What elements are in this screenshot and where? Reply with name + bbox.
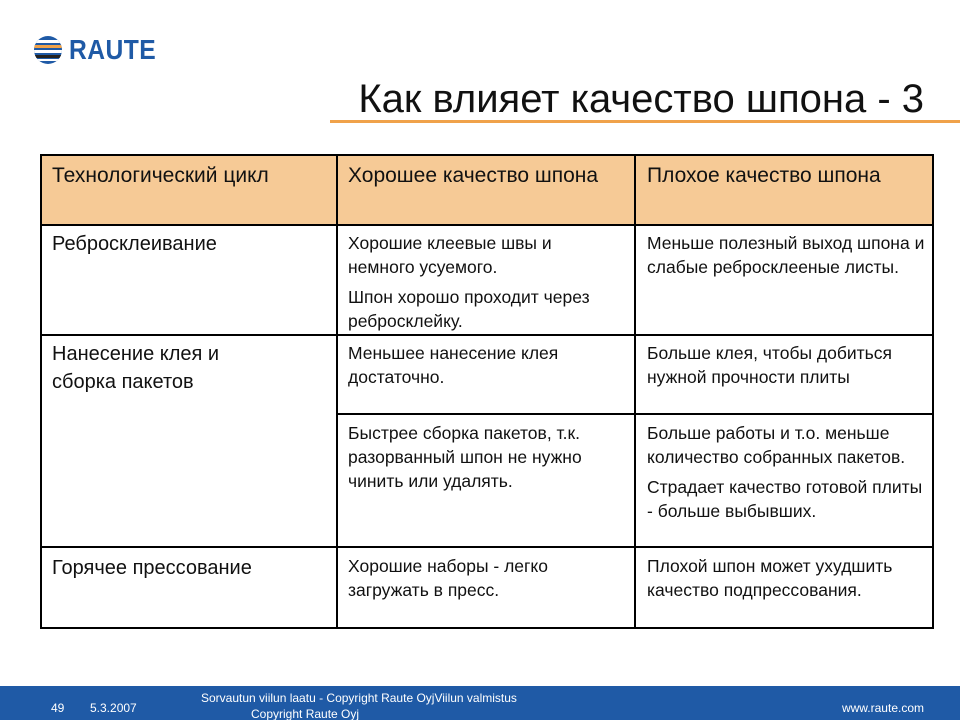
row-1-bad [647, 231, 927, 279]
row-2-stage: Нанесение клея и сборка пакетов [52, 343, 220, 393]
row-1-good-p2: Шпон хорошо проходит через ребросклейку. [348, 287, 590, 331]
row-divider-header [40, 224, 934, 226]
row-4-bad-p1: Плохой шпон может ухудшить качество подпрессования. [647, 556, 893, 600]
header-bad-quality: Плохое качество шпона [647, 164, 881, 187]
row-3-good-p1: Быстрее сборка пакетов, т.к. разорванный шпон не нужно чинить или удалять. [348, 423, 582, 491]
table-border-top [40, 154, 934, 156]
row-3-bad-p2: Страдает качество готовой плиты - больше выбывших. [647, 477, 923, 521]
footer-caption-line-1: Sorvautun viilun laatu - Copyright Raute OyjViilun valmistus [201, 691, 517, 705]
row-divider-1 [40, 334, 934, 336]
row-4-stage: Горячее прессование [52, 557, 252, 579]
footer-date: 5.3.2007 [90, 701, 137, 715]
table-border-bottom [40, 627, 934, 629]
row-4-good [348, 554, 598, 602]
row-1-bad-p1: Меньше полезный выход шпона и слабые ребросклееные листы. [647, 233, 925, 277]
row-1-stage: Ребросклеивание [52, 233, 217, 255]
row-2-bad-p1: Больше клея, чтобы добиться нужной прочности плиты [647, 343, 893, 387]
row-3-bad-p1: Больше работы и т.о. меньше количество собранных пакетов. [647, 423, 906, 467]
row-3-bad [647, 421, 927, 523]
header-good-quality: Хорошее качество шпона [348, 164, 599, 187]
row-divider-2-partial [336, 413, 934, 415]
slide-title: Как влияет качество шпона - 3 [358, 77, 924, 121]
row-1-good [348, 231, 598, 333]
row-divider-3 [40, 546, 934, 548]
raute-logo [33, 33, 168, 67]
row-4-bad [647, 554, 927, 602]
footer-caption-line-2: Copyright Raute Oyj [251, 707, 360, 721]
header-process: Технологический цикл [52, 164, 269, 187]
footer-bar [0, 686, 960, 720]
row-1-good-p1: Хорошие клеевые швы и немного усуемого. [348, 233, 552, 277]
raute-globe-icon [33, 35, 63, 65]
row-4-good-p1: Хорошие наборы - легко загружать в пресс. [348, 556, 549, 600]
row-2-bad [647, 341, 927, 389]
brand-name: RAUTE [69, 34, 157, 65]
row-2-good [348, 341, 628, 389]
footer-website: www.raute.com [841, 701, 924, 715]
row-2-good-p1: Меньшее нанесение клея достаточно. [348, 343, 559, 387]
row-3-good [348, 421, 628, 493]
footer-page-number: 49 [51, 701, 65, 715]
